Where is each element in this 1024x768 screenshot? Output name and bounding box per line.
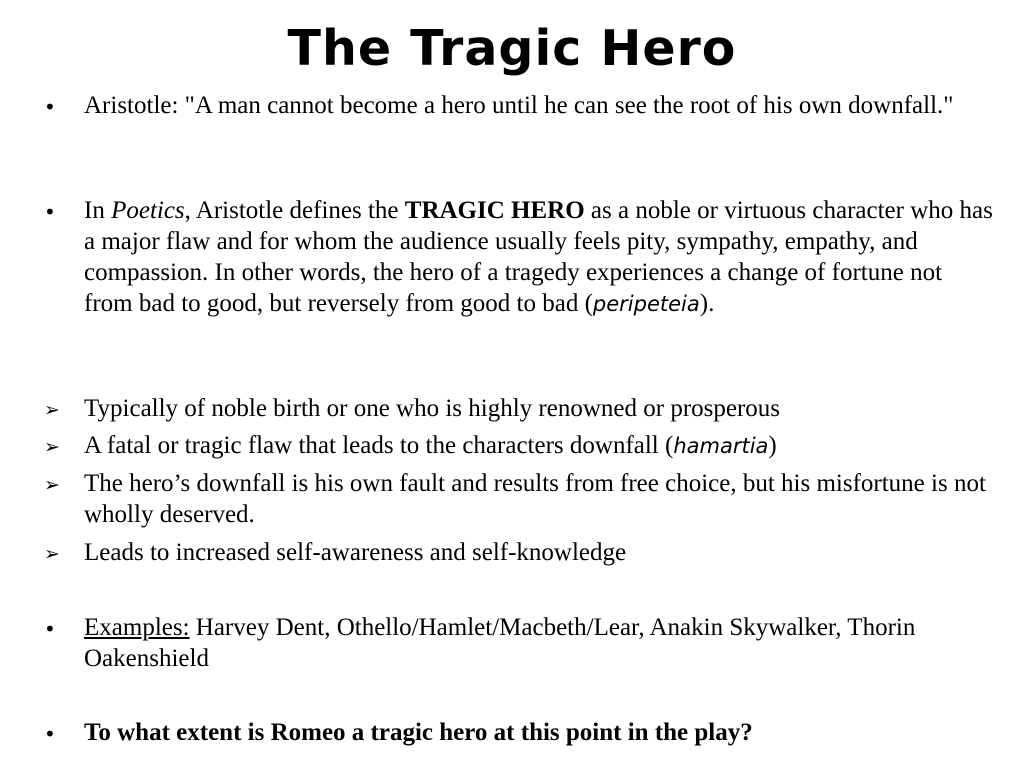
examples-label: Examples: [84, 614, 190, 641]
slide-title: The Tragic Hero [287, 20, 737, 77]
trait-noble-birth: Typically of noble birth or one who is highly renowned or prosperous [84, 395, 781, 422]
arrow-bullet-icon: ➢ [44, 399, 60, 421]
peripeteia-term: peripeteia [592, 292, 700, 316]
aristotle-quote: Aristotle: "A man cannot become a hero until he can see the root of his own downfall." [84, 92, 954, 119]
arrow-bullet-icon: ➢ [44, 436, 60, 458]
bullet-marker: • [44, 95, 56, 119]
text-run: ) [768, 432, 777, 459]
examples [84, 612, 996, 674]
trait-tragic-flaw [84, 430, 996, 462]
bullet-marker: • [44, 200, 56, 224]
discussion-question: To what extent is Romeo a tragic hero at this point in the play? [84, 719, 753, 746]
text-run: as a noble or virtuous character who has a major flaw and for whom the audience usually feels pity, sympathy, empathy, and compassion. In other words, the hero of a tragedy experiences a change of fortune not from bad to good, but reversely from good to bad ( [84, 197, 993, 317]
text-run: In [84, 197, 112, 224]
trait-own-fault: The hero’s downfall is his own fault and results from free choice, but his misfortune is not wholly deserved. [84, 470, 986, 528]
arrow-bullet-icon: ➢ [44, 543, 60, 565]
arrow-bullet-icon: ➢ [44, 474, 60, 496]
tragic-hero-term: TRAGIC HERO [404, 197, 585, 224]
text-run: , Aristotle defines the [184, 197, 405, 224]
poetics-definition [84, 195, 996, 320]
text-run: A fatal or tragic flaw that leads to the characters downfall ( [84, 432, 674, 459]
text-run: ). [699, 290, 715, 317]
poetics-title: Poetics [111, 197, 185, 224]
bullet-marker: • [44, 617, 56, 641]
trait-self-awareness: Leads to increased self-awareness and self-knowledge [84, 539, 627, 566]
bullet-marker: • [44, 722, 56, 746]
examples-list: Harvey Dent, Othello/Hamlet/Macbeth/Lear, Anakin Skywalker, Thorin Oakenshield [84, 614, 916, 672]
hamartia-term: hamartia [673, 434, 769, 458]
